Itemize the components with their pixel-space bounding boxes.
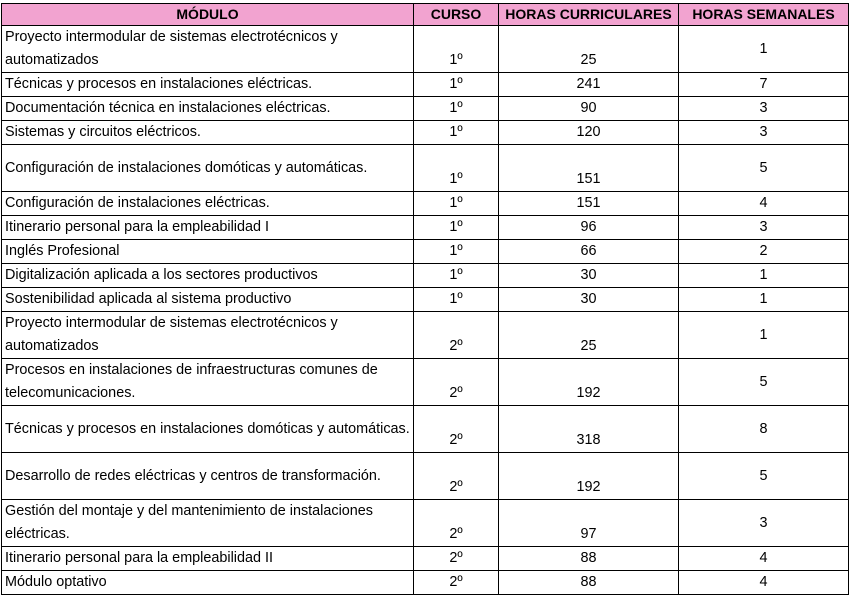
cell-horas-semanales: 4 bbox=[679, 547, 849, 571]
cell-curso: 1º bbox=[414, 26, 499, 73]
cell-horas-curriculares: 318 bbox=[499, 406, 679, 453]
cell-horas-semanales: 8 bbox=[679, 406, 849, 453]
cell-curso: 2º bbox=[414, 453, 499, 500]
cell-horas-curriculares: 30 bbox=[499, 288, 679, 312]
cell-horas-curriculares: 96 bbox=[499, 216, 679, 240]
table-row bbox=[2, 73, 849, 97]
cell-modulo: Digitalización aplicada a los sectores productivos bbox=[2, 264, 414, 288]
cell-modulo: Desarrollo de redes eléctricas y centros de transformación. bbox=[2, 453, 414, 500]
cell-modulo: Técnicas y procesos en instalaciones domóticas y automáticas. bbox=[2, 406, 414, 453]
cell-modulo: Gestión del montaje y del mantenimiento de instalaciones eléctricas. bbox=[2, 500, 414, 547]
modules-table bbox=[1, 3, 849, 595]
cell-curso: 2º bbox=[414, 571, 499, 595]
cell-curso: 1º bbox=[414, 121, 499, 145]
cell-curso: 1º bbox=[414, 192, 499, 216]
cell-modulo: Inglés Profesional bbox=[2, 240, 414, 264]
cell-horas-curriculares: 90 bbox=[499, 97, 679, 121]
cell-horas-curriculares: 88 bbox=[499, 571, 679, 595]
cell-horas-curriculares: 192 bbox=[499, 359, 679, 406]
cell-horas-semanales: 2 bbox=[679, 240, 849, 264]
cell-horas-curriculares: 66 bbox=[499, 240, 679, 264]
cell-modulo: Proyecto intermodular de sistemas electrotécnicos y automatizados bbox=[2, 26, 414, 73]
cell-horas-semanales: 7 bbox=[679, 73, 849, 97]
cell-horas-semanales: 1 bbox=[679, 264, 849, 288]
cell-modulo: Procesos en instalaciones de infraestructuras comunes de telecomunicaciones. bbox=[2, 359, 414, 406]
cell-curso: 2º bbox=[414, 359, 499, 406]
cell-horas-curriculares: 120 bbox=[499, 121, 679, 145]
table-row bbox=[2, 547, 849, 571]
cell-horas-semanales: 1 bbox=[679, 26, 849, 73]
table-row bbox=[2, 26, 849, 73]
cell-horas-curriculares: 25 bbox=[499, 26, 679, 73]
cell-modulo: Proyecto intermodular de sistemas electrotécnicos y automatizados bbox=[2, 312, 414, 359]
cell-horas-curriculares: 241 bbox=[499, 73, 679, 97]
header-horas-semanales: HORAS SEMANALES bbox=[679, 4, 849, 26]
cell-curso: 1º bbox=[414, 288, 499, 312]
table-row bbox=[2, 240, 849, 264]
cell-horas-curriculares: 151 bbox=[499, 145, 679, 192]
cell-curso: 2º bbox=[414, 547, 499, 571]
header-curso: CURSO bbox=[414, 4, 499, 26]
cell-curso: 1º bbox=[414, 216, 499, 240]
cell-curso: 1º bbox=[414, 264, 499, 288]
header-modulo: MÓDULO bbox=[2, 4, 414, 26]
cell-horas-curriculares: 97 bbox=[499, 500, 679, 547]
cell-modulo: Itinerario personal para la empleabilidad II bbox=[2, 547, 414, 571]
table-row bbox=[2, 359, 849, 406]
table-row bbox=[2, 216, 849, 240]
cell-modulo: Documentación técnica en instalaciones eléctricas. bbox=[2, 97, 414, 121]
cell-modulo: Sostenibilidad aplicada al sistema productivo bbox=[2, 288, 414, 312]
cell-horas-curriculares: 25 bbox=[499, 312, 679, 359]
cell-horas-curriculares: 30 bbox=[499, 264, 679, 288]
cell-horas-semanales: 1 bbox=[679, 312, 849, 359]
cell-horas-curriculares: 88 bbox=[499, 547, 679, 571]
table-row bbox=[2, 121, 849, 145]
cell-horas-curriculares: 192 bbox=[499, 453, 679, 500]
table-row bbox=[2, 145, 849, 192]
table-row bbox=[2, 97, 849, 121]
cell-horas-semanales: 5 bbox=[679, 359, 849, 406]
cell-curso: 2º bbox=[414, 406, 499, 453]
cell-horas-semanales: 5 bbox=[679, 453, 849, 500]
table-row bbox=[2, 571, 849, 595]
cell-curso: 1º bbox=[414, 240, 499, 264]
cell-curso: 1º bbox=[414, 145, 499, 192]
table-row bbox=[2, 453, 849, 500]
cell-horas-semanales: 4 bbox=[679, 192, 849, 216]
cell-curso: 1º bbox=[414, 97, 499, 121]
cell-curso: 1º bbox=[414, 73, 499, 97]
cell-horas-semanales: 4 bbox=[679, 571, 849, 595]
table-row bbox=[2, 192, 849, 216]
table-row bbox=[2, 264, 849, 288]
cell-horas-semanales: 3 bbox=[679, 97, 849, 121]
cell-curso: 2º bbox=[414, 500, 499, 547]
cell-horas-semanales: 1 bbox=[679, 288, 849, 312]
cell-modulo: Técnicas y procesos en instalaciones eléctricas. bbox=[2, 73, 414, 97]
cell-modulo: Itinerario personal para la empleabilidad I bbox=[2, 216, 414, 240]
cell-modulo: Módulo optativo bbox=[2, 571, 414, 595]
table-row bbox=[2, 312, 849, 359]
table-row bbox=[2, 500, 849, 547]
cell-modulo: Configuración de instalaciones domóticas y automáticas. bbox=[2, 145, 414, 192]
cell-modulo: Sistemas y circuitos eléctricos. bbox=[2, 121, 414, 145]
cell-modulo: Configuración de instalaciones eléctricas. bbox=[2, 192, 414, 216]
cell-horas-semanales: 3 bbox=[679, 121, 849, 145]
cell-horas-semanales: 3 bbox=[679, 500, 849, 547]
header-horas-curriculares: HORAS CURRICULARES bbox=[499, 4, 679, 26]
cell-horas-semanales: 5 bbox=[679, 145, 849, 192]
cell-horas-curriculares: 151 bbox=[499, 192, 679, 216]
table-row bbox=[2, 288, 849, 312]
cell-curso: 2º bbox=[414, 312, 499, 359]
cell-horas-semanales: 3 bbox=[679, 216, 849, 240]
header-row bbox=[2, 4, 849, 26]
table-row bbox=[2, 406, 849, 453]
